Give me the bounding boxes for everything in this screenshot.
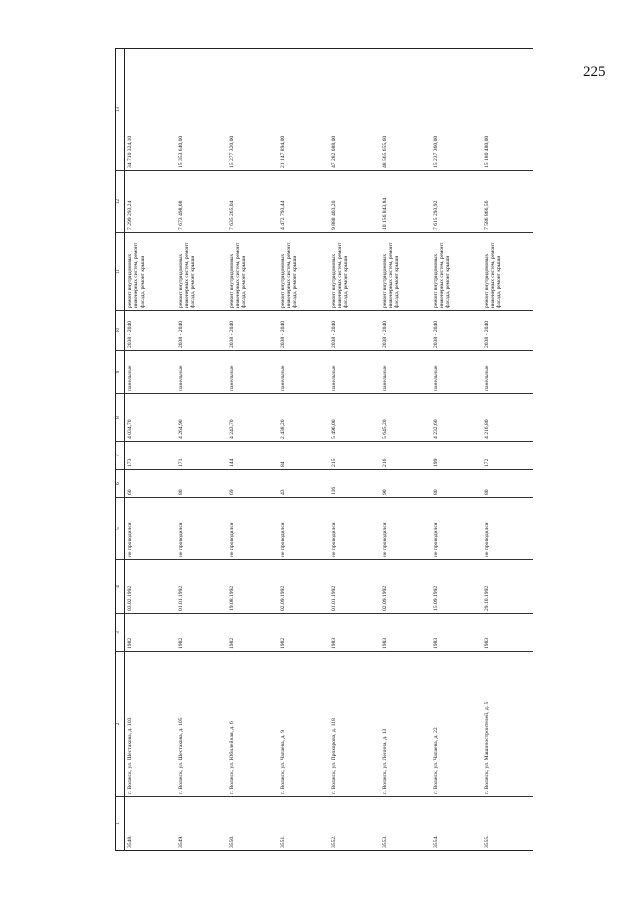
address-cell: г. Волжск, ул. Ленина, д. 13 [380, 652, 431, 797]
status-cell: не проводился [125, 498, 176, 560]
work-type-cell: ремонт внутридомовых инженерных систем, ремонт фасада, ремонт крыши [329, 233, 380, 311]
row-number: 3555. [482, 797, 533, 851]
column-number: 6 [116, 470, 125, 498]
year-cell: 1983 [329, 614, 380, 652]
col6-cell: 60 [125, 470, 176, 498]
col6-cell: 80 [176, 470, 227, 498]
table-row [227, 49, 278, 851]
column-number: 3 [116, 614, 125, 652]
row-number: 3549. [176, 797, 227, 851]
table-row [380, 49, 431, 851]
status-cell: не проводился [278, 498, 329, 560]
col7-cell: 171 [176, 442, 227, 470]
address-cell: г. Волжск, ул. Шестакова, д. 105 [176, 652, 227, 797]
total-cost-cell: 21 147 894,00 [278, 49, 329, 171]
total-cost-cell: 15 180 480,00 [482, 49, 533, 171]
wall-material-cell: панельные [278, 351, 329, 394]
area-cell: 4 243,70 [227, 394, 278, 442]
status-cell: не проводился [176, 498, 227, 560]
year-cell: 1982 [176, 614, 227, 652]
col7-cell: 172 [482, 442, 533, 470]
wall-material-cell: панельные [329, 351, 380, 394]
row-number: 3550. [227, 797, 278, 851]
address-cell: г. Волжск, ул. Прохорова, д. 118 [329, 652, 380, 797]
period-cell: 2038 - 2040 [431, 311, 482, 351]
total-cost-cell: 34 710 324,10 [125, 49, 176, 171]
date-cell: 01.01.1992 [329, 560, 380, 614]
cost-cell: 9 888 403,20 [329, 171, 380, 233]
row-number: 3552. [329, 797, 380, 851]
col7-cell: 216 [380, 442, 431, 470]
address-cell: г. Волжск, ул. Чапаева, д. 22 [431, 652, 482, 797]
cost-cell: 7 615 293,92 [431, 171, 482, 233]
period-cell: 2038 - 2040 [482, 311, 533, 351]
wall-material-cell: панельные [380, 351, 431, 394]
col6-cell: 90 [380, 470, 431, 498]
wall-material-cell: панельные [176, 351, 227, 394]
area-cell: 4 264,90 [176, 394, 227, 442]
year-cell: 1982 [227, 614, 278, 652]
date-cell: 19.08.1992 [227, 560, 278, 614]
year-cell: 1982 [125, 614, 176, 652]
year-cell: 1982 [278, 614, 329, 652]
period-cell: 2038 - 2040 [176, 311, 227, 351]
work-type-cell: ремонт внутридомовых инженерных систем, ремонт фасада, ремонт крыши [278, 233, 329, 311]
total-cost-cell: 15 237 360,00 [431, 49, 482, 171]
date-cell: 01.01.1992 [176, 560, 227, 614]
col6-cell: 80 [431, 470, 482, 498]
area-cell: 4 034,70 [125, 394, 176, 442]
column-number: 8 [116, 394, 125, 442]
area-cell: 5 496,00 [329, 394, 380, 442]
table-row [329, 49, 380, 851]
total-cost-cell: 15 277 320,00 [227, 49, 278, 171]
year-cell: 1983 [380, 614, 431, 652]
date-cell: 02.09.1992 [380, 560, 431, 614]
table-row [431, 49, 482, 851]
cost-cell: 7 299 293,24 [125, 171, 176, 233]
area-cell: 5 645,20 [380, 394, 431, 442]
column-number: 13 [116, 49, 125, 171]
table-row [176, 49, 227, 851]
work-type-cell: ремонт внутридомовых инженерных систем, ремонт фасада, ремонт крыши [176, 233, 227, 311]
col7-cell: 173 [125, 442, 176, 470]
column-number-row [116, 49, 125, 851]
col7-cell: 84 [278, 442, 329, 470]
column-number: 2 [116, 652, 125, 797]
column-number: 1 [116, 797, 125, 851]
address-cell: г. Волжск, ул. Машиностроителей, д. 5 [482, 652, 533, 797]
total-cost-cell: 47 282 088,00 [329, 49, 380, 171]
wall-material-cell: панельные [227, 351, 278, 394]
col7-cell: 199 [431, 442, 482, 470]
col6-cell: 43 [278, 470, 329, 498]
date-cell: 03.02.1992 [125, 560, 176, 614]
year-cell: 1983 [431, 614, 482, 652]
date-cell: 29.10.1992 [482, 560, 533, 614]
row-number: 3553. [380, 797, 431, 851]
row-number: 3551. [278, 797, 329, 851]
period-cell: 2038 - 2040 [278, 311, 329, 351]
register-table [115, 48, 533, 851]
status-cell: не проводился [482, 498, 533, 560]
row-number: 3554. [431, 797, 482, 851]
work-type-cell: ремонт внутридомовых инженерных систем, ремонт фасада, ремонт крыши [482, 233, 533, 311]
address-cell: г. Волжск, ул. Чапаева, д. 9 [278, 652, 329, 797]
year-cell: 1983 [482, 614, 533, 652]
address-cell: г. Волжск, ул. Юбилейная, д. 6 [227, 652, 278, 797]
col7-cell: 144 [227, 442, 278, 470]
table-row [278, 49, 329, 851]
row-number: 3548. [125, 797, 176, 851]
page-number: 225 [583, 64, 606, 80]
column-number: 7 [116, 442, 125, 470]
cost-cell: 7 635 265,04 [227, 171, 278, 233]
date-cell: 15.09.1992 [431, 560, 482, 614]
period-cell: 2038 - 2040 [125, 311, 176, 351]
work-type-cell: ремонт внутридомовых инженерных систем, ремонт фасада, ремонт крыши [227, 233, 278, 311]
cost-cell: 7 673 498,08 [176, 171, 227, 233]
area-cell: 4 216,80 [482, 394, 533, 442]
column-number: 11 [116, 233, 125, 311]
status-cell: не проводился [431, 498, 482, 560]
cost-cell: 10 156 843,84 [380, 171, 431, 233]
total-cost-cell: 48 565 655,60 [380, 49, 431, 171]
area-cell: 4 232,60 [431, 394, 482, 442]
col6-cell: 116 [329, 470, 380, 498]
wall-material-cell: панельные [482, 351, 533, 394]
table-row [482, 49, 533, 851]
address-cell: г. Волжск, ул. Шестакова, д. 103 [125, 652, 176, 797]
period-cell: 2038 - 2040 [380, 311, 431, 351]
total-cost-cell: 15 353 640,00 [176, 49, 227, 171]
cost-cell: 4 472 793,44 [278, 171, 329, 233]
column-number: 5 [116, 498, 125, 560]
date-cell: 02.09.1992 [278, 560, 329, 614]
status-cell: не проводился [329, 498, 380, 560]
wall-material-cell: панельные [125, 351, 176, 394]
period-cell: 2038 - 2040 [227, 311, 278, 351]
status-cell: не проводился [380, 498, 431, 560]
col7-cell: 215 [329, 442, 380, 470]
wall-material-cell: панельные [431, 351, 482, 394]
cost-cell: 7 586 866,56 [482, 171, 533, 233]
column-number: 10 [116, 311, 125, 351]
period-cell: 2038 - 2040 [329, 311, 380, 351]
work-type-cell: ремонт внутридомовых инженерных систем, ремонт фасада, ремонт крыши [125, 233, 176, 311]
status-cell: не проводился [227, 498, 278, 560]
table-row [125, 49, 176, 851]
column-number: 12 [116, 171, 125, 233]
col6-cell: 69 [227, 470, 278, 498]
col6-cell: 80 [482, 470, 533, 498]
work-type-cell: ремонт внутридомовых инженерных систем, ремонт фасада, ремонт крыши [380, 233, 431, 311]
column-number: 9 [116, 351, 125, 394]
work-type-cell: ремонт внутридомовых инженерных систем, ремонт фасада, ремонт крыши [431, 233, 482, 311]
area-cell: 2 438,20 [278, 394, 329, 442]
column-number: 4 [116, 560, 125, 614]
